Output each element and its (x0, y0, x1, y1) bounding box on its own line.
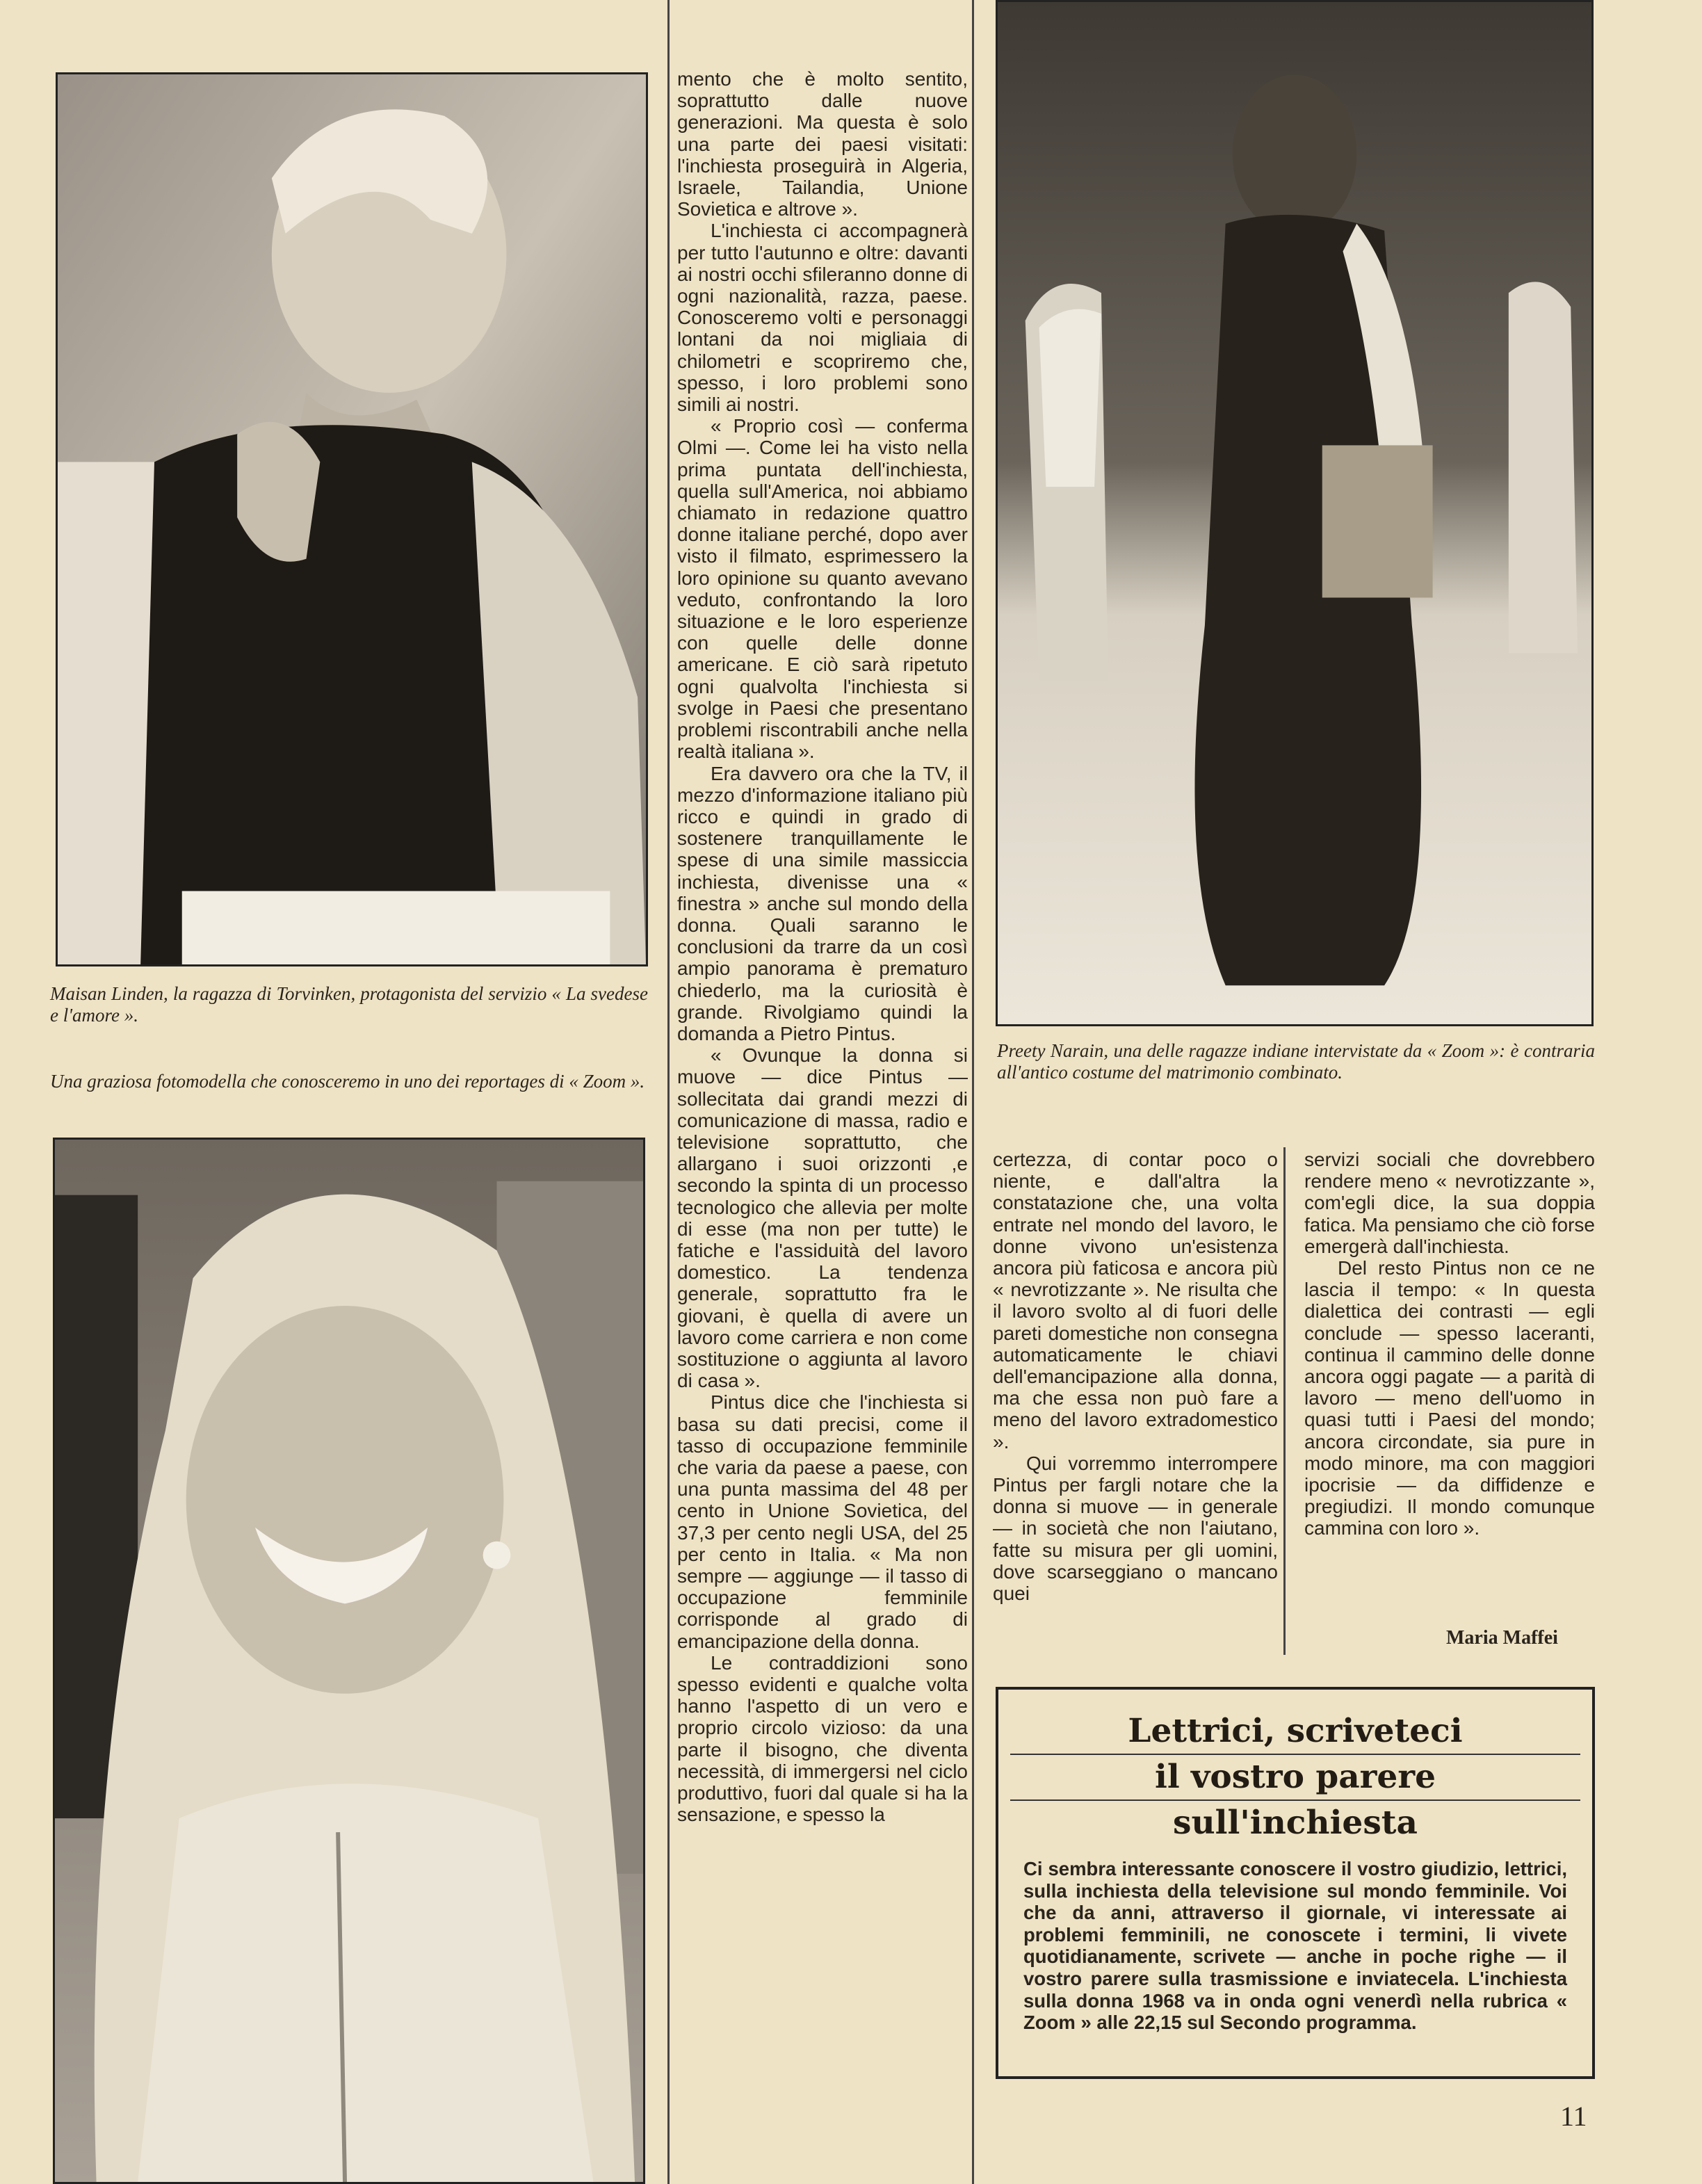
readers-box-body: Ci sembra interessante conoscere il vostro giudizio, lettrici, sulla inchiesta della televisione sul mondo femminile. Voi che da anni, attraverso il giornale, vi interessate ai problemi femminili, ne conoscete i termini, li vivete quotidianamente, scrivete — anche in poche righe — il vostro parere sulla trasmissione e inviatecela. L'inchiesta sulla donna 1968 va in onda ogni venerdì nella rubrica « Zoom » alle 22,15 sul Secondo programma. (1023, 1858, 1567, 2034)
photo-fotomodella (53, 1138, 645, 2184)
column-rule-left (667, 0, 670, 2184)
column-rule-right (1283, 1147, 1286, 1655)
readers-box (996, 1687, 1595, 2079)
column-rule-mid (972, 0, 974, 2184)
paragraph: Del resto Pintus non ce ne lascia il tempo: « In questa dialettica dei contrasti — egli conclude — spesso laceranti, continua il cammino delle donne ancora oggi pagate — a parità di lavoro — meno dell'uomo in quasi tutti i Paesi del mondo; ancora circondate, sia pure in modo minore, ma con maggiori ipocrisie — da diffidenze e pregiudizi. Il mondo comunque cammina con loro ». (1304, 1257, 1595, 1539)
caption-photo2: Una graziosa fotomodella che conosceremo in uno dei reportages di « Zoom ». (50, 1071, 645, 1092)
paragraph: Era davvero ora che la TV, il mezzo d'informazione italiano più ricco e quindi in grado di sostenere tranquillamente le spese di una simile massiccia inchiesta, divenisse una « finestra » anche sul mondo della donna. Quali saranno le conclusioni da trarre da un così ampio panorama è prematuro chiederlo, ma la curiosità è grande. Rivolgiamo quindi la domanda a Pietro Pintus. (677, 762, 968, 1044)
caption-photo1: Maisan Linden, la ragazza di Torvinken, protagonista del servizio « La svedese e l'amore ». (50, 983, 648, 1026)
article-column-3 (1304, 1149, 1595, 1649)
paragraph: « Proprio così — conferma Olmi —. Come lei ha visto nella prima puntata dell'inchiesta, quella sull'America, noi abbiamo chiamato in redazione quattro donne italiane perché, dopo aver visto il filmato, esprimessero la loro opinione su quanto avevano veduto, confrontando la loro situazione e le loro esperienze con quelle delle donne americane. E ciò sarà ripetuto ogni qualvolta l'inchiesta si svolge in Paesi che presentano problemi riscontrabili anche nella realtà italiana ». (677, 415, 968, 763)
box-title-line-1: Lettrici, scriveteci (1010, 1709, 1580, 1755)
photo-maisan-linden (56, 72, 648, 966)
caption-photo3: Preety Narain, una delle ragazze indiane intervistate da « Zoom »: è contraria all'antico costume del matrimonio combinato. (997, 1040, 1595, 1083)
box-title-line-3: sull'inchiesta (1173, 1804, 1418, 1842)
author-signature: Maria Maffei (1446, 1627, 1558, 1649)
page-number: 11 (1560, 2101, 1587, 2132)
article-column-1 (677, 68, 968, 2175)
paragraph: « Ovunque la donna si muove — dice Pintus — sollecitata dai grandi mezzi di comunicazione di massa, radio e televisione soprattutto, che allargano i suoi orizzonti ,e secondo la spinta di un processo tecnologico che allevia per molte di esse (ma non per tutte) le fatiche e l'assiduità del lavoro domestico. La tendenza generale, soprattutto fra le giovani, è quella di avere un lavoro come carriera e non come sostituzione o aggiunta al lavoro di casa ». (677, 1044, 968, 1392)
paragraph: certezza, di contar poco o niente, e dall'altra la constatazione che, una volta entrate nel mondo del lavoro, le donne vivono un'esistenza ancora più faticosa e ancora più « nevrotizzante ». Ne risulta che il lavoro svolto al di fuori delle pareti domestiche non consegna automaticamente le chiavi dell'emancipazione alla donna, ma che essa non può fare a meno del lavoro extradomestico ». (993, 1149, 1278, 1453)
paragraph: Le contraddizioni sono spesso evidenti e qualche volta hanno l'aspetto di un vero e proprio circolo vizioso: da una parte il bisogno, che diventa necessità, di immergersi nel ciclo produttivo, fuori dal quale si ha la sensazione, e spesso la (677, 1651, 968, 1826)
box-title-line-2: il vostro parere (1010, 1755, 1580, 1801)
paragraph: L'inchiesta ci accompagnerà per tutto l'autunno e oltre: davanti ai nostri occhi sfileranno donne di ogni nazionalità, razza, paese. Conosceremo volti e personaggi lontani da noi migliaia di chilometri e scopriremo che, spesso, i loro problemi sono simili ai nostri. (677, 220, 968, 416)
paragraph: Qui vorremmo interrompere Pintus per fargli notare che la donna si muove — in generale — in società che non l'aiutano, fatte su misura per gli uomini, dove scarseggiano o mancano quei (993, 1452, 1278, 1605)
photo-preety-narain (996, 0, 1594, 1026)
paragraph: Pintus dice che l'inchiesta si basa su dati precisi, come il tasso di occupazione femminile che varia da paese a paese, con una punta massima del 48 per cento in Unione Sovietica, del 37,3 per cento negli USA, del 25 per cento in Italia. « Ma non sempre — aggiunge — il tasso di occupazione femminile corrisponde al grado di emancipazione della donna. (677, 1391, 968, 1652)
readers-box-title (998, 1690, 1592, 1845)
paragraph: mento che è molto sentito, soprattutto dalle nuove generazioni. Ma questa è solo una parte dei paesi visitati: l'inchiesta proseguirà in Algeria, Israele, Tailandia, Unione Sovietica e altrove ». (677, 68, 968, 220)
paragraph: servizi sociali che dovrebbero rendere meno « nevrotizzante », com'egli dice, la sua doppia fatica. Ma pensiamo che ciò forse emergerà dall'inchiesta. (1304, 1149, 1595, 1257)
article-column-2 (993, 1149, 1278, 1663)
